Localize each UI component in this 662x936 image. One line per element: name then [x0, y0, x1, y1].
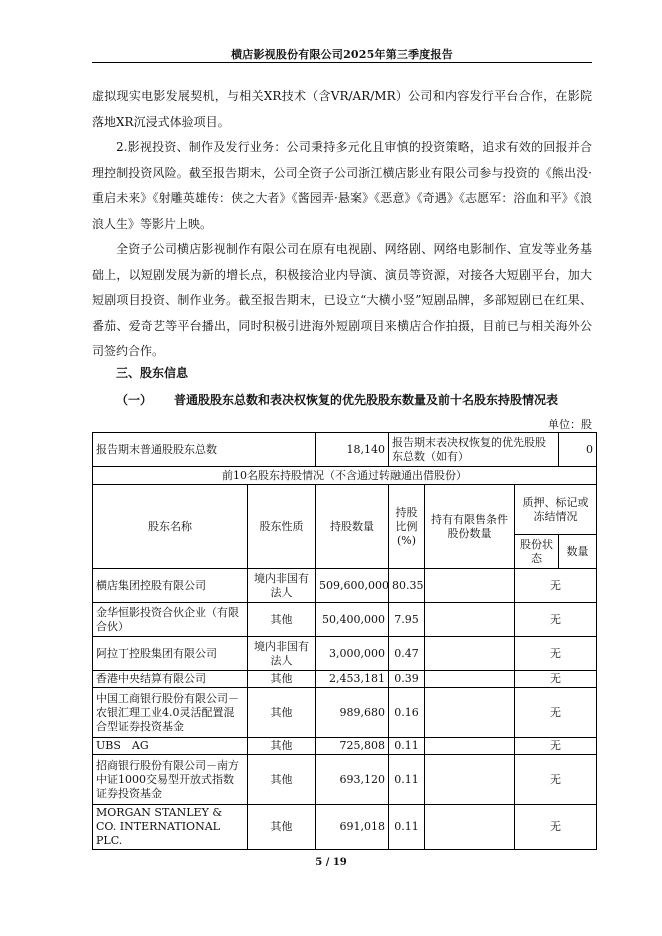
cell-nature: 其他: [248, 755, 316, 805]
cell-name: MORGAN STANLEY & CO. INTERNATIONAL PLC.: [93, 805, 248, 850]
table-row: [93, 637, 597, 671]
cell-name: UBS AG: [93, 738, 248, 755]
header-restricted: 持有有限售条件股份数量: [425, 485, 515, 569]
shareholder-table: [92, 432, 597, 850]
cell-ratio: 0.11: [389, 738, 425, 755]
cell-name: 金华恒影投资合伙企业（有限合伙）: [93, 603, 248, 637]
cell-nature: 境内非国有法人: [248, 569, 316, 603]
cell-ratio: 80.35: [389, 569, 425, 603]
header-divider: [92, 62, 592, 63]
header-nature: 股东性质: [248, 485, 316, 569]
section-title: 三、股东信息: [116, 366, 189, 380]
cell-ratio: 0.39: [389, 671, 425, 688]
cell-ratio: 0.11: [389, 805, 425, 850]
common-holders-value: 18,140: [316, 433, 389, 467]
cell-nature: 其他: [248, 603, 316, 637]
cell-nature: 其他: [248, 738, 316, 755]
cell-shares: 3,000,000: [316, 637, 389, 671]
cell-shares: 725,808: [316, 738, 389, 755]
cell-status: 无: [515, 738, 597, 755]
cell-shares: 509,600,000: [316, 569, 389, 603]
cell-ratio: 0.16: [389, 688, 425, 738]
cell-name: 香港中央结算有限公司: [93, 671, 248, 688]
cell-nature: 其他: [248, 671, 316, 688]
table-row: [93, 671, 597, 688]
cell-status: 无: [515, 569, 597, 603]
cell-status: 无: [515, 805, 597, 850]
cell-nature: 其他: [248, 805, 316, 850]
cell-status: 无: [515, 755, 597, 805]
table-row: [93, 738, 597, 755]
preferred-holders-label: 报告期末表决权恢复的优先股股东总数（如有）: [389, 433, 559, 467]
cell-ratio: 0.11: [389, 755, 425, 805]
cell-restricted: [425, 805, 515, 850]
paragraph-investment: 2.影视投资、制作及发行业务：公司秉持多元化且审慎的投资策略，追求有效的回报并合理控制投资风险。截至报告期末，公司全资子公司浙江横店影业有限公司参与投资的《熊出没·重启未来》《射雕英雄传：侠之大者》《酱园弄·悬案》《恶意》《奇遇》《志愿军：浴血和平》《浪浪人生》等影片上映。: [92, 140, 592, 231]
subsection-text: 普通股股东总数和表决权恢复的优先股股东数量及前十名股东持股情况表: [174, 393, 559, 407]
preferred-holders-value: 0: [559, 433, 597, 467]
cell-restricted: [425, 569, 515, 603]
table-row: [93, 569, 597, 603]
cell-name: 招商银行股份有限公司－南方中证1000交易型开放式指数证券投资基金: [93, 755, 248, 805]
header-ratio: 持股比例(%): [389, 485, 425, 569]
cell-status: 无: [515, 671, 597, 688]
common-holders-label: 报告期末普通股股东总数: [93, 433, 316, 467]
header-shares: 持股数量: [316, 485, 389, 569]
subsection-title: [116, 391, 558, 408]
header-pledge-status: 股份状态: [515, 535, 559, 569]
cell-name: 中国工商银行股份有限公司－农银汇理工业4.0灵活配置混合型证券投资基金: [93, 688, 248, 738]
cell-shares: 691,018: [316, 805, 389, 850]
cell-restricted: [425, 637, 515, 671]
cell-ratio: 7.95: [389, 603, 425, 637]
paragraph-xr: 虚拟现实电影发展契机，与相关XR技术（含VR/AR/MR）公司和内容发行平台合作，在影院落地XR沉浸式体验项目。: [92, 89, 592, 129]
cell-shares: 50,400,000: [316, 603, 389, 637]
top10-caption: 前10名股东持股情况（不含通过转融通出借股份）: [93, 467, 597, 485]
cell-nature: 其他: [248, 688, 316, 738]
cell-status: 无: [515, 637, 597, 671]
header-pledge-qty: 数量: [559, 535, 597, 569]
header-name: 股东名称: [93, 485, 248, 569]
cell-status: 无: [515, 688, 597, 738]
unit-label: 单位：股: [548, 418, 592, 431]
page-header-title: 横店影视股份有限公司2025年第三季度报告: [231, 48, 453, 61]
cell-restricted: [425, 603, 515, 637]
cell-nature: 境内非国有法人: [248, 637, 316, 671]
table-row: [93, 805, 597, 850]
cell-restricted: [425, 738, 515, 755]
cell-restricted: [425, 671, 515, 688]
table-row: [93, 688, 597, 738]
paragraph-short-drama: 全资子公司横店影视制作有限公司在原有电视剧、网络剧、网络电影制作、宣发等业务基础上，以短剧发展为新的增长点，积极接洽业内导演、演员等资源，对接各大短剧平台，加大短剧项目投资、制作业务。截至报告期末，已设立“大横小竖”短剧品牌，多部短剧已在红果、番茄、爱奇艺等平台播出，同时积极引进海外短剧项目来横店合作拍摄，目前已与相关海外公司签约合作。: [92, 242, 592, 358]
cell-name: 横店集团控股有限公司: [93, 569, 248, 603]
cell-name: 阿拉丁控股集团有限公司: [93, 637, 248, 671]
header-pledge: 质押、标记或冻结情况: [515, 485, 597, 535]
cell-status: 无: [515, 603, 597, 637]
cell-restricted: [425, 688, 515, 738]
cell-shares: 693,120: [316, 755, 389, 805]
cell-ratio: 0.47: [389, 637, 425, 671]
page-number: 5 / 19: [315, 857, 347, 868]
table-row: [93, 755, 597, 805]
subsection-number: （一）: [116, 393, 153, 407]
cell-shares: 2,453,181: [316, 671, 389, 688]
body-text: [92, 84, 592, 365]
cell-restricted: [425, 755, 515, 805]
table-row: [93, 603, 597, 637]
cell-shares: 989,680: [316, 688, 389, 738]
